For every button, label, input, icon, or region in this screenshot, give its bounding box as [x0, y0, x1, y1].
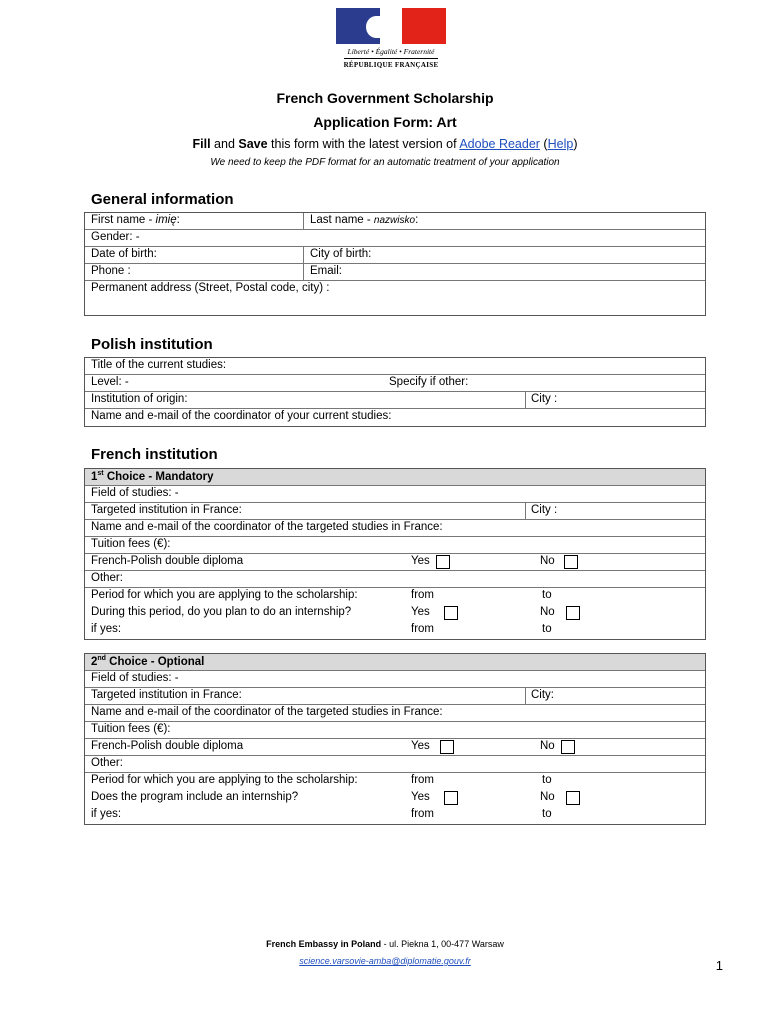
phone-field[interactable]: Phone : [91, 265, 131, 277]
c2-tuition-row [85, 722, 705, 739]
c2-diploma-no-checkbox[interactable] [561, 740, 575, 754]
last-name-field[interactable] [310, 214, 418, 226]
c2-period-to[interactable]: to [542, 774, 552, 786]
c2-diploma-no-label: No [540, 740, 555, 752]
c2-targeted-institution[interactable]: Targeted institution in France: [91, 689, 242, 701]
first-choice-table [84, 468, 706, 640]
paren-open: ( [539, 137, 548, 151]
c1-field-row [85, 486, 705, 503]
form-subtitle: Application Form: Art [313, 114, 457, 130]
paren-close: ) [573, 137, 578, 151]
polish-institution-table [84, 357, 706, 427]
c1-internship-no-label: No [540, 606, 555, 618]
c2-period-label: Period for which you are applying to the scholarship: [91, 774, 358, 786]
c1-coordinator-row [85, 520, 705, 537]
help-link[interactable]: Help [547, 137, 574, 151]
address-row [85, 281, 705, 315]
level-row [85, 375, 705, 392]
first-choice-ordinal: st [97, 470, 104, 477]
c2-ifyes-row [85, 807, 705, 824]
c1-period-to[interactable]: to [542, 589, 552, 601]
flag-blue-band [336, 8, 380, 44]
c1-period-row [85, 588, 705, 605]
c2-double-diploma-row [85, 739, 705, 756]
polish-institution-heading: Polish institution [91, 336, 213, 353]
c2-period-row [85, 773, 705, 790]
c1-internship-yes-label: Yes [411, 606, 430, 618]
c2-period-from[interactable]: from [411, 774, 434, 786]
c2-field-row [85, 671, 705, 688]
second-choice-ordinal: nd [97, 655, 106, 662]
last-name-label: Last name - [310, 214, 374, 226]
first-choice-label: Choice - Mandatory [103, 470, 214, 483]
footer-email-link[interactable]: science.varsovie-amba@diplomatie.gouv.fr [299, 956, 471, 966]
permanent-address-field[interactable]: Permanent address (Street, Postal code, city) : [91, 282, 330, 294]
coordinator-row [85, 409, 705, 426]
c1-internship-label: During this period, do you plan to do an internship? [91, 606, 352, 618]
french-institution-heading: French institution [91, 446, 218, 463]
c2-other-row [85, 756, 705, 773]
second-choice-header [85, 654, 705, 671]
page-number: 1 [715, 958, 723, 973]
title-studies-row [85, 358, 705, 375]
second-choice-number: 2 [91, 655, 98, 668]
specify-other-field[interactable]: Specify if other: [389, 376, 469, 388]
c2-field-of-studies[interactable]: Field of studies: - [91, 672, 179, 684]
c1-targeted-institution[interactable]: Targeted institution in France: [91, 504, 242, 516]
c2-coordinator-field[interactable]: Name and e-mail of the coordinator of the targeted studies in France: [91, 706, 443, 718]
c2-internship-no-label: No [540, 791, 555, 803]
c1-diploma-yes-checkbox[interactable] [436, 555, 450, 569]
save-word: Save [238, 137, 268, 151]
marianne-flag-icon [336, 8, 446, 44]
first-choice-number: 1 [91, 470, 98, 483]
footer-address [0, 939, 770, 949]
c1-city-field[interactable]: City : [531, 504, 558, 516]
c2-diploma-yes-label: Yes [411, 740, 430, 752]
logo-motto: Liberté • Égalité • Fraternité [347, 47, 435, 56]
instruction-line [0, 137, 770, 151]
fill-word: Fill [192, 137, 211, 151]
c2-internship-yes-label: Yes [411, 791, 430, 803]
first-name-colon: : [176, 214, 180, 226]
general-information-table [84, 212, 706, 316]
c1-double-diploma-row [85, 554, 705, 571]
level-field[interactable]: Level: - [91, 376, 129, 388]
current-coordinator-field[interactable]: Name and e-mail of the coordinator of your current studies: [91, 410, 392, 422]
c1-ifyes-row [85, 622, 705, 639]
logo-republic-text: RÉPUBLIQUE FRANÇAISE [343, 61, 439, 69]
second-choice-label: Choice - Optional [105, 655, 205, 668]
c2-ifyes-from[interactable]: from [411, 808, 434, 820]
second-choice-table [84, 653, 706, 825]
general-information-heading: General information [91, 191, 234, 208]
email-field[interactable]: Email: [310, 265, 342, 277]
contact-row [85, 264, 705, 281]
c2-targeted-row [85, 688, 705, 705]
c2-tuition-fees[interactable]: Tuition fees (€): [91, 723, 171, 735]
c1-ifyes-to[interactable]: to [542, 623, 552, 635]
column-divider [525, 688, 526, 704]
pdf-format-note: We need to keep the PDF format for an automatic treatment of your application [210, 157, 560, 168]
footer-email-line [0, 956, 770, 966]
c1-ifyes-from[interactable]: from [411, 623, 434, 635]
c1-period-from[interactable]: from [411, 589, 434, 601]
footer-street: - ul. Piekna 1, 00-477 Warsaw [381, 939, 504, 949]
first-choice-title [91, 470, 214, 483]
c2-internship-no-checkbox[interactable] [566, 791, 580, 805]
birth-row [85, 247, 705, 264]
column-divider [525, 503, 526, 519]
second-choice-title [91, 655, 204, 668]
column-divider [303, 213, 304, 229]
column-divider [303, 247, 304, 263]
footer-embassy: French Embassy in Poland [266, 939, 382, 949]
last-name-polish: nazwisko [373, 215, 416, 226]
gender-row [85, 230, 705, 247]
c1-internship-yes-checkbox[interactable] [444, 606, 458, 620]
column-divider [303, 264, 304, 280]
c1-diploma-no-checkbox[interactable] [564, 555, 578, 569]
c1-other-row [85, 571, 705, 588]
last-name-colon: : [415, 214, 419, 226]
city-of-birth-field[interactable]: City of birth: [310, 248, 372, 260]
c1-internship-no-checkbox[interactable] [566, 606, 580, 620]
instruction-middle: this form with the latest version of [267, 137, 460, 151]
c2-ifyes-label: if yes: [91, 808, 122, 820]
c2-ifyes-to[interactable]: to [542, 808, 552, 820]
c1-targeted-row [85, 503, 705, 520]
date-of-birth-field[interactable]: Date of birth: [91, 248, 157, 260]
marianne-profile-icon [366, 16, 386, 38]
logo-divider [344, 58, 438, 59]
c1-diploma-yes-label: Yes [411, 555, 430, 567]
gender-field[interactable]: Gender: - [91, 231, 140, 243]
title-of-studies-field[interactable]: Title of the current studies: [91, 359, 227, 371]
c2-other-field[interactable]: Other: [91, 757, 123, 769]
c2-internship-row [85, 790, 705, 807]
adobe-reader-link[interactable]: Adobe Reader [459, 137, 540, 151]
form-title: French Government Scholarship [276, 90, 494, 106]
c1-double-diploma-label: French-Polish double diploma [91, 555, 244, 567]
first-name-label: First name - [91, 214, 156, 226]
institution-origin-row [85, 392, 705, 409]
c2-internship-yes-checkbox[interactable] [444, 791, 458, 805]
name-row [85, 213, 705, 230]
c1-diploma-no-label: No [540, 555, 555, 567]
flag-red-band [402, 8, 446, 44]
c2-diploma-yes-checkbox[interactable] [440, 740, 454, 754]
republique-francaise-logo [336, 8, 446, 69]
c2-city-field[interactable]: City: [531, 689, 554, 701]
first-name-polish: imię [155, 214, 177, 226]
c1-other-field[interactable]: Other: [91, 572, 123, 584]
c2-double-diploma-label: French-Polish double diploma [91, 740, 244, 752]
c1-field-of-studies[interactable]: Field of studies: - [91, 487, 179, 499]
polish-city-field[interactable]: City : [531, 393, 558, 405]
c1-coordinator-field[interactable]: Name and e-mail of the coordinator of the targeted studies in France: [91, 521, 443, 533]
column-divider [525, 392, 526, 408]
c2-coordinator-row [85, 705, 705, 722]
institution-of-origin-field[interactable]: Institution of origin: [91, 393, 188, 405]
and-word: and [210, 137, 239, 151]
c1-tuition-row [85, 537, 705, 554]
c2-internship-label: Does the program include an internship? [91, 791, 299, 803]
c1-internship-row [85, 605, 705, 622]
c1-period-label: Period for which you are applying to the scholarship: [91, 589, 358, 601]
first-name-field[interactable] [91, 214, 180, 226]
first-choice-header [85, 469, 705, 486]
c1-tuition-fees[interactable]: Tuition fees (€): [91, 538, 171, 550]
c1-ifyes-label: if yes: [91, 623, 122, 635]
